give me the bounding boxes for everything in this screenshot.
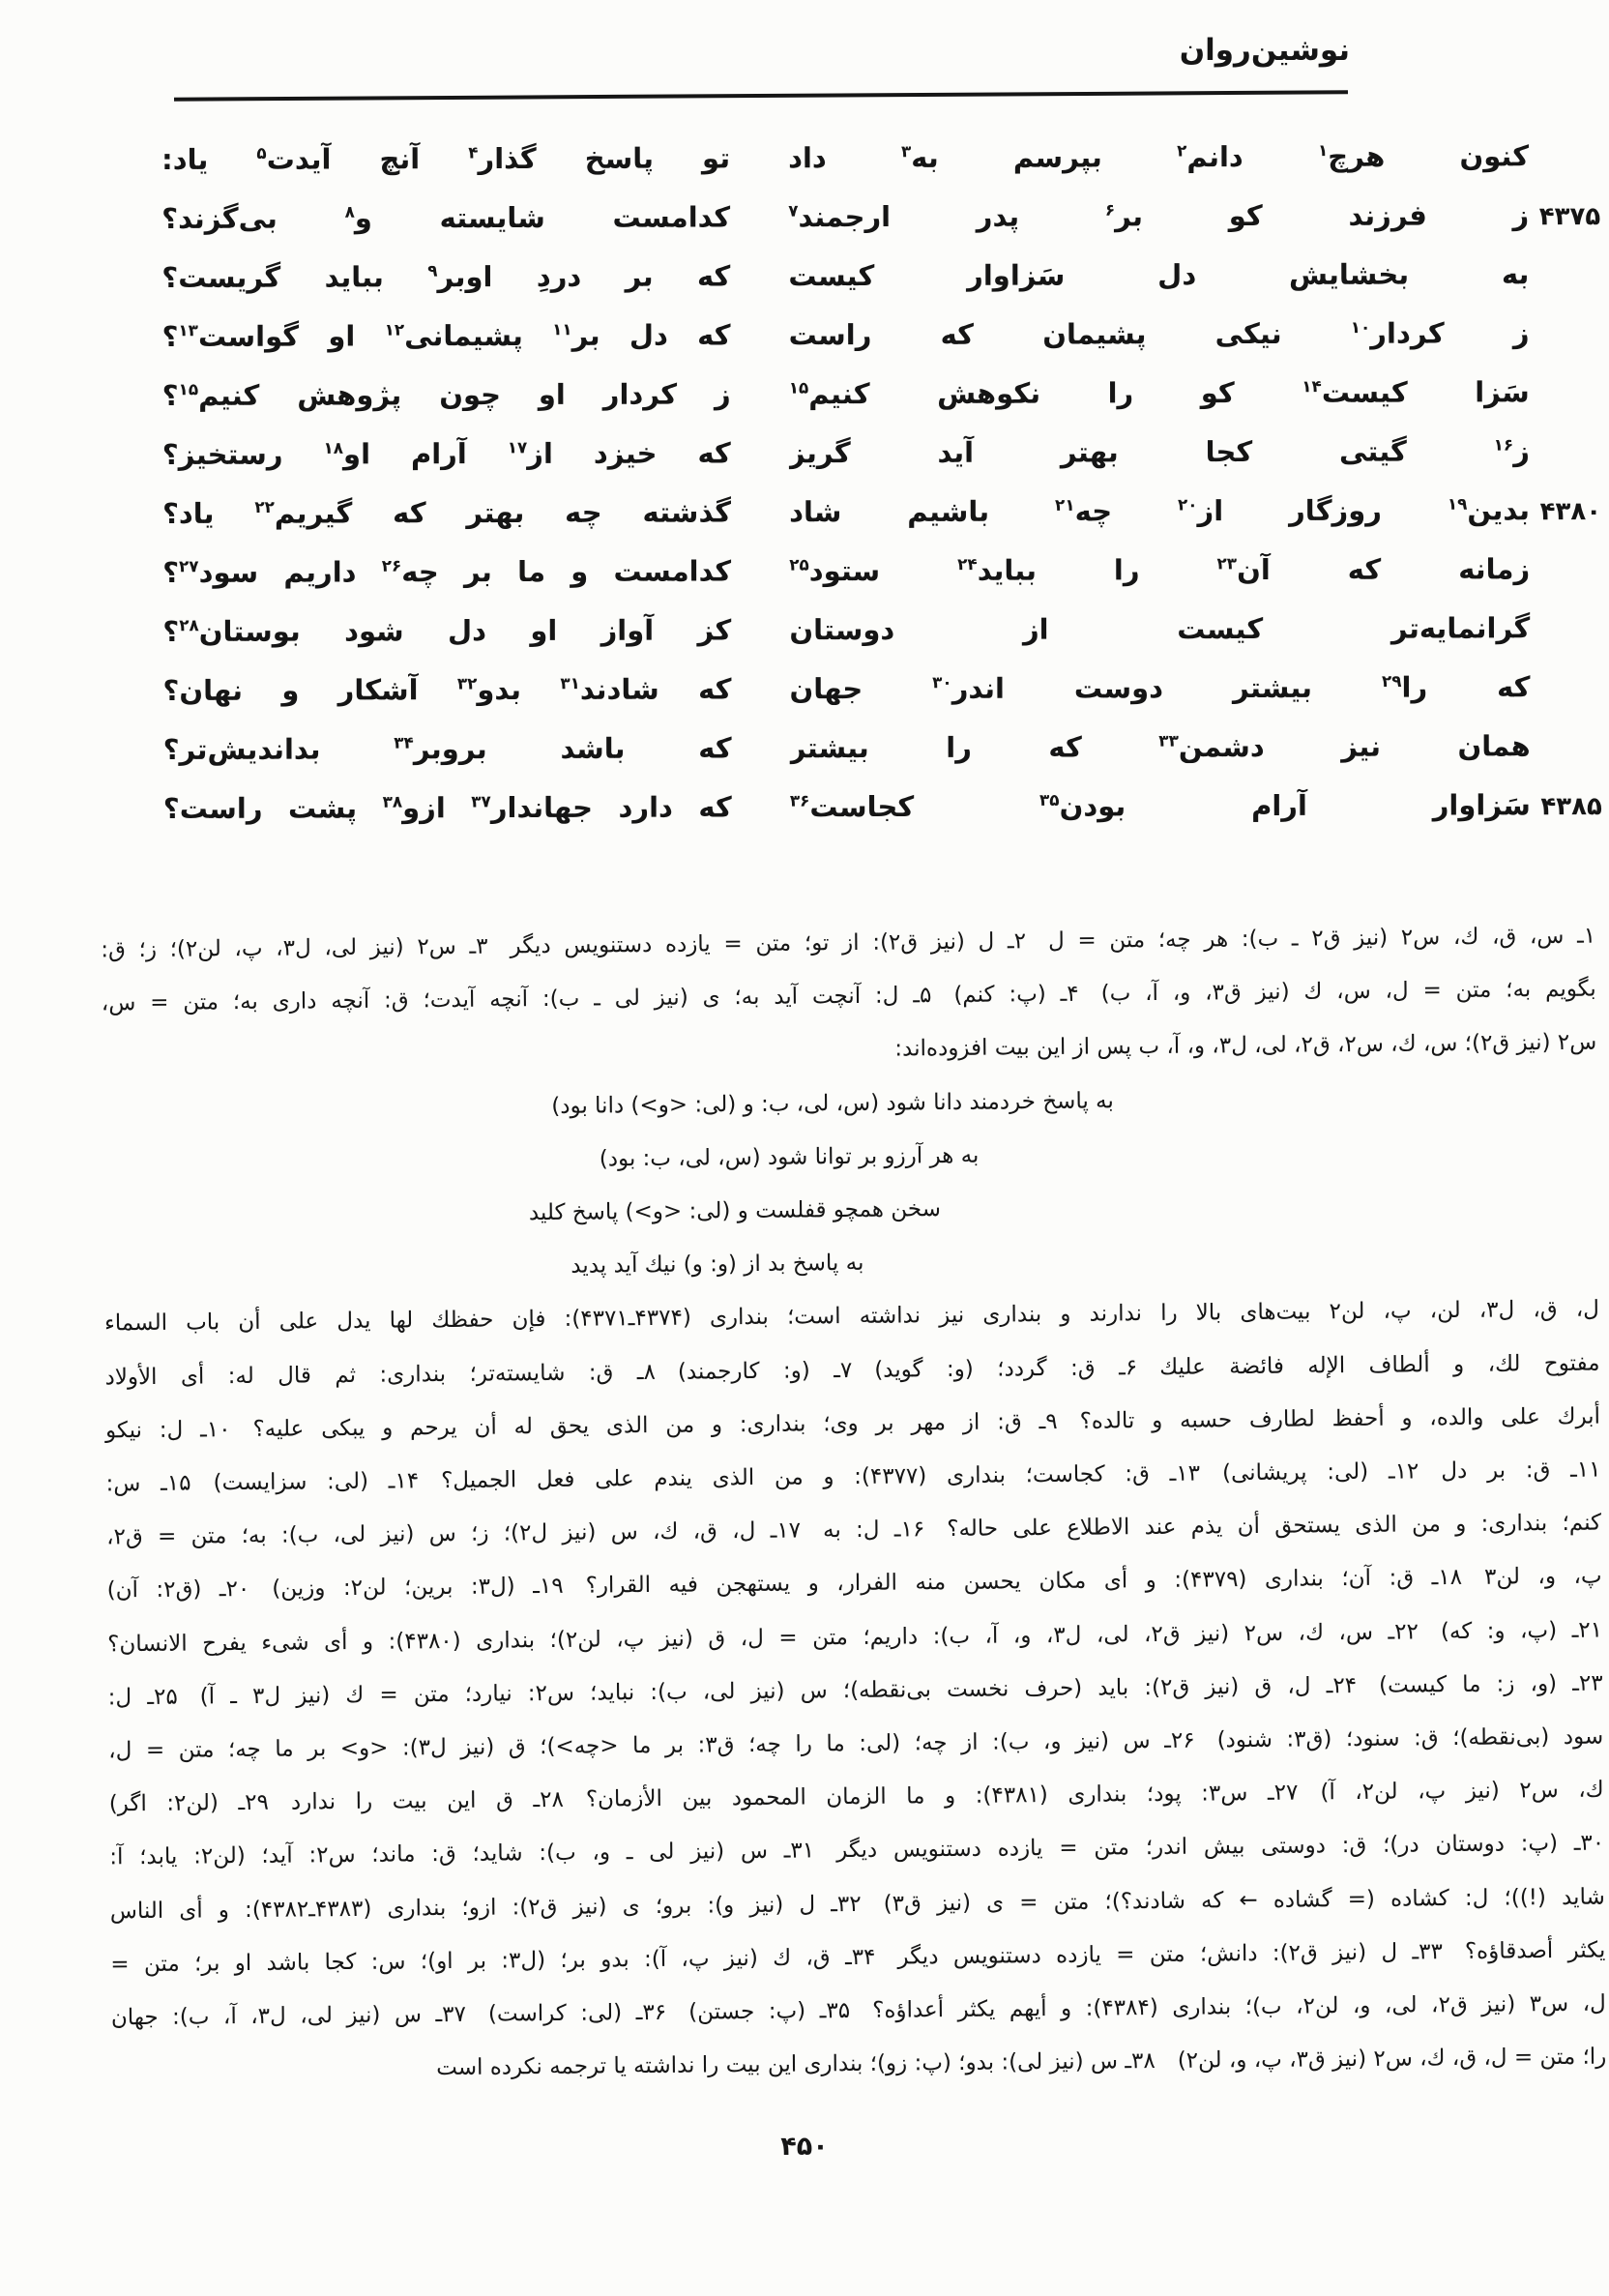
hemistich-left: كه بر دردِ اوبر$^۹$ ببايد گريست؟	[161, 259, 731, 294]
hemistich-left: گذشته چه بهتر كه گيريم$^{۲۲}$ ياد؟	[162, 495, 732, 530]
hemistich-right: ز$^{۱۶}$ گيتى كجا بهتر آيد گريز	[788, 434, 1530, 470]
footnote-line: ۱ـ س، ق، ك، س۲ (نيز ق۲ ـ ب): هر چه؛ متن = ل ۲ـ ل (نيز ق۲): از تو؛ متن = يازده دستنويس ديگر ۳ـ س۲ (نيز لى، ل۳، پ، لن۲)؛ ز؛ ق:	[101, 923, 1596, 963]
hemistich-right: به بخشايشِ دل سَزاوار كيست	[788, 257, 1530, 293]
verse-number: ۴۳۷۵	[1538, 202, 1601, 232]
hemistich-right: سَزا كيست$^{۱۴}$ كو را نكوهش كنيم$^{۱۵}$	[788, 375, 1530, 411]
footnote-line: ۳۰ـ (پ: دوستان در)؛ ق: دوستى بيش اندر؛ متن = يازده دستنويس ديگر ۳۱ـ س (نيز لى ـ و، ب): شايد؛ ق: ماند؛ س۲: آيد؛ (لن۲: يابد؛ آ:	[109, 1830, 1605, 1870]
apparatus-criticus	[101, 910, 1607, 2099]
header-rule	[174, 90, 1348, 101]
footnote-line: بگويم به؛ متن = ل، س، ك (نيز ق۳، و، آ، ب) ۴ـ (پ: كنم) ۵ـ ل: آنچت آيد به؛ ى (نيز لى ـ ب): آنچه آيدت؛ ق: آنچه دارى به؛ متن = س،	[101, 976, 1596, 1016]
verse-row	[161, 788, 1602, 851]
footnote-line: يكثر أصدقاؤه؟ ۳۳ـ ل (نيز ق۲): دانش؛ متن = يازده دستنويس ديگر ۳۴ـ ق، ك (نيز پ، آ): بدو بر؛ (ل۳: بر او)؛ س: كجا باشد او بر؛ متن =	[110, 1937, 1606, 1978]
footnote-line: شايد (!))؛ ل: كشاده (= گشاده ← كه شادند؟)؛ متن = ى (نيز ق۳) ۳۲ـ ل (نيز و): برو؛ ى (نيز ق۲): ازو؛ بندارى (۴۳۸۳ـ۴۳۸۲): و أى الناس	[109, 1884, 1605, 1925]
verse-row	[161, 375, 1601, 438]
hemistich-left: كه شادند$^{۳۱}$ بدو$^{۳۲}$ آشكار و نهان؟	[162, 672, 732, 707]
verse-row	[160, 257, 1600, 320]
hemistich-right: كنون هرچ$^۱$ دانم$^۲$ بپرسم به$^۳$ داد	[788, 139, 1530, 175]
verse-row	[160, 198, 1600, 261]
poetry-block	[160, 139, 1602, 851]
verse-row	[161, 552, 1601, 615]
hemistich-left: كه دل بر$^{۱۱}$ پشيمانى$^{۱۲}$ او گواست$^{۱۳}$؟	[161, 318, 731, 353]
verse-row	[160, 139, 1600, 202]
hemistich-left: تو پاسخ گذار$^۴$ آنچ آيدت$^۵$ ياد:	[161, 141, 731, 176]
hemistich-right: ز فرزند كو بر$^۶$ پدر ارجمند$^۷$	[788, 198, 1530, 234]
hemistich-right: همان نيز دشمن$^{۳۳}$ كه را بيشتر	[789, 729, 1531, 765]
page-number: ۴۵۰	[780, 2132, 829, 2162]
footnote-line: به هر آرزو بر توانا شود (س، لى، ب: بود)	[599, 1142, 980, 1172]
verse-row	[161, 316, 1601, 379]
running-head: نوشين‌روان	[1179, 33, 1350, 68]
footnote-line: را؛ متن = ل، ق، ك، س۲ (نيز ق۳، پ، و، لن۲) ۳۸ـ س (نيز لى): بدو؛ (پ: زو)؛ بندارى اين بيت را نداشته يا ترجمه نكرده است	[436, 2044, 1607, 2081]
footnote-line: مفتوح لك، و ألطاف الإله فائضة عليك ۶ـ ق: گردد؛ (و: گويد) ۷ـ (و: كارجمند) ۸ـ ق: شايسته‌تر؛ بندارى: ثم قال له: أى الأولاد	[104, 1350, 1600, 1391]
hemistich-left: كه دارد جهاندار$^{۳۷}$ ازو$^{۳۸}$ پشت راست؟	[162, 790, 732, 825]
hemistich-left: كه خيزد از$^{۱۷}$ آرامِ او$^{۱۸}$ رستخيز؟	[161, 436, 731, 471]
footnote-line: سود (بى‌نقطه)؛ ق: سنود؛ (ق۳: شنود) ۲۶ـ س (نيز و، ب): از چه؛ (لى: ما را چه؛ ق۳: بر ما <چه>)؛ ق (نيز ل۳): <و> بر ما چه؛ متن = ل،	[108, 1723, 1604, 1764]
footnote-line: ك، س۲ (نيز پ، لن۲، آ) ۲۷ـ س۳: پود؛ بندارى (۴۳۸۱): و ما الزمان المحمود بين الأزمان؟ ۲۸ـ ق اين بيت را ندارد ۲۹ـ (لن۲: اگر)	[108, 1777, 1604, 1817]
verse-row	[161, 434, 1601, 497]
footnote-line: كنم؛ بندارى: و من الذى يستحق أن يذم عند الاطلاع على حاله؟ ۱۶ـ ل: به ۱۷ـ ل، ق، ك، س (نيز ل۲)؛ ز؛ س (نيز لى، ب): به؛ متن = ق۲،	[105, 1510, 1602, 1550]
footnote-line: ۲۳ـ (و، ز: ما كيست) ۲۴ـ ل، ق (نيز ق۲): بايد (حرف نخست بى‌نقطه)؛ س (نيز لى، ب): نبايد؛ س۲: نيارد؛ متن = ك (نيز ل۳ ـ آ) ۲۵ـ ل:	[107, 1670, 1603, 1711]
footnote-line: ل، ق، ل۳، لن، پ، لن۲ بيت‌هاى بالا را ندارند و بندارى نيز نداشته است؛ بندارى (۴۳۷۴ـ۴۳۷۱): فإن حفظك لها يدل على أن باب السماء	[103, 1296, 1600, 1337]
hemistich-left: كز آوازِ او دل شود بوستان$^{۲۸}$؟	[162, 613, 732, 648]
verse-row	[161, 729, 1602, 792]
hemistich-right: كه را$^{۲۹}$ بيشتر دوست اندر$^{۳۰}$ جهان	[789, 670, 1531, 706]
hemistich-right: ز كردارِ$^{۱۰}$ نيكى پشيمان كه راست	[788, 316, 1530, 352]
verse-number: ۴۳۸۰	[1539, 497, 1602, 527]
footnote-line: سخن همچو قفلست و (لى: <و>) پاسخ كليد	[528, 1196, 942, 1226]
verse-row	[161, 670, 1601, 733]
hemistich-right: زمانه كه آن$^{۲۳}$ را ببايد$^{۲۴}$ ستود$^{۲۵}$	[789, 552, 1531, 588]
hemistich-right: سَزاوارِ آرام بودن$^{۳۵}$ كجاست$^{۳۶}$	[789, 788, 1531, 824]
footnote-line: ل، س۳ (نيز ق۲، لى، و، لن۲، ب)؛ بندارى (۴۳۸۴): و أيهم يكثر أعداؤه؟ ۳۵ـ (پ: جستن) ۳۶ـ (لى: كراست) ۳۷ـ س (نيز لى، ل۳، آ، ب): جهان	[110, 1990, 1606, 2031]
footnote-line: أبرك على والده، و أحفظ لطارف حسبه و تالده؟ ۹ـ ق: از مهر بر وى؛ بندارى: و من الذى يحق له أن يرحم و يبكى عليه؟ ۱۰ـ ل: نيكو	[104, 1403, 1601, 1444]
verse-number: ۴۳۸۵	[1540, 792, 1602, 822]
hemistich-right: بدين$^{۱۹}$ روزگار از$^{۲۰}$ چه$^{۲۱}$ باشيم شاد	[789, 493, 1531, 529]
hemistich-right: گرانمايه‌تر كيست از دوستان	[789, 611, 1531, 647]
hemistich-left: كه باشد بروبر$^{۳۴}$ بدانديش‌تر؟	[162, 731, 732, 766]
hemistich-left: كدامست و ما بر چه$^{۲۶}$ داريم سود$^{۲۷}$؟	[162, 554, 732, 589]
verse-row	[161, 611, 1601, 674]
footnote-line: به پاسخ بد از (و: و) نيك آيد پديد	[570, 1251, 864, 1279]
footnote-line: س۲ (نيز ق۲)؛ س، ك، س۲، ق۲، لى، ل۳، و، آ، ب پس از اين بيت افزوده‌اند:	[894, 1029, 1597, 1062]
verse-row	[161, 493, 1601, 556]
hemistich-left: كدامست شايسته و$^۸$ بى‌گزند؟	[161, 200, 731, 235]
footnote-line: پ، و، لن۳ ۱۸ـ ق: آن؛ بندارى (۴۳۷۹): و أى مكان يحسن منه الفرار، و يستهجن فيه القرار؟ ۱۹ـ (ل۳: برين؛ لن۲: وزين) ۲۰ـ (ق۲: آن)	[106, 1563, 1602, 1604]
footnote-line: ۱۱ـ ق: بر دل ۱۲ـ (لى: پريشانى) ۱۳ـ ق: كجاست؛ بندارى (۴۳۷۷): و من الذى يندم على فعل الجميل؟ ۱۴ـ (لى: سزايست) ۱۵ـ س:	[105, 1457, 1601, 1497]
footnote-line: ۲۱ـ (پ، و: كه) ۲۲ـ س، ك، س۲ (نيز ق۲، لى، ل۳، و، آ، ب): داريم؛ متن = ل، ق (نيز پ، لن۲)؛ بندارى (۴۳۸۰): و أى شىء يفرح الانسان؟	[107, 1617, 1603, 1658]
footnote-line: به پاسخ خردمند دانا شود (س، لى، ب: و (لى: <و>) دانا بود)	[551, 1087, 1114, 1119]
hemistich-left: ز كردارِ او چون پژوهش كنيم$^{۱۵}$؟	[161, 377, 731, 412]
